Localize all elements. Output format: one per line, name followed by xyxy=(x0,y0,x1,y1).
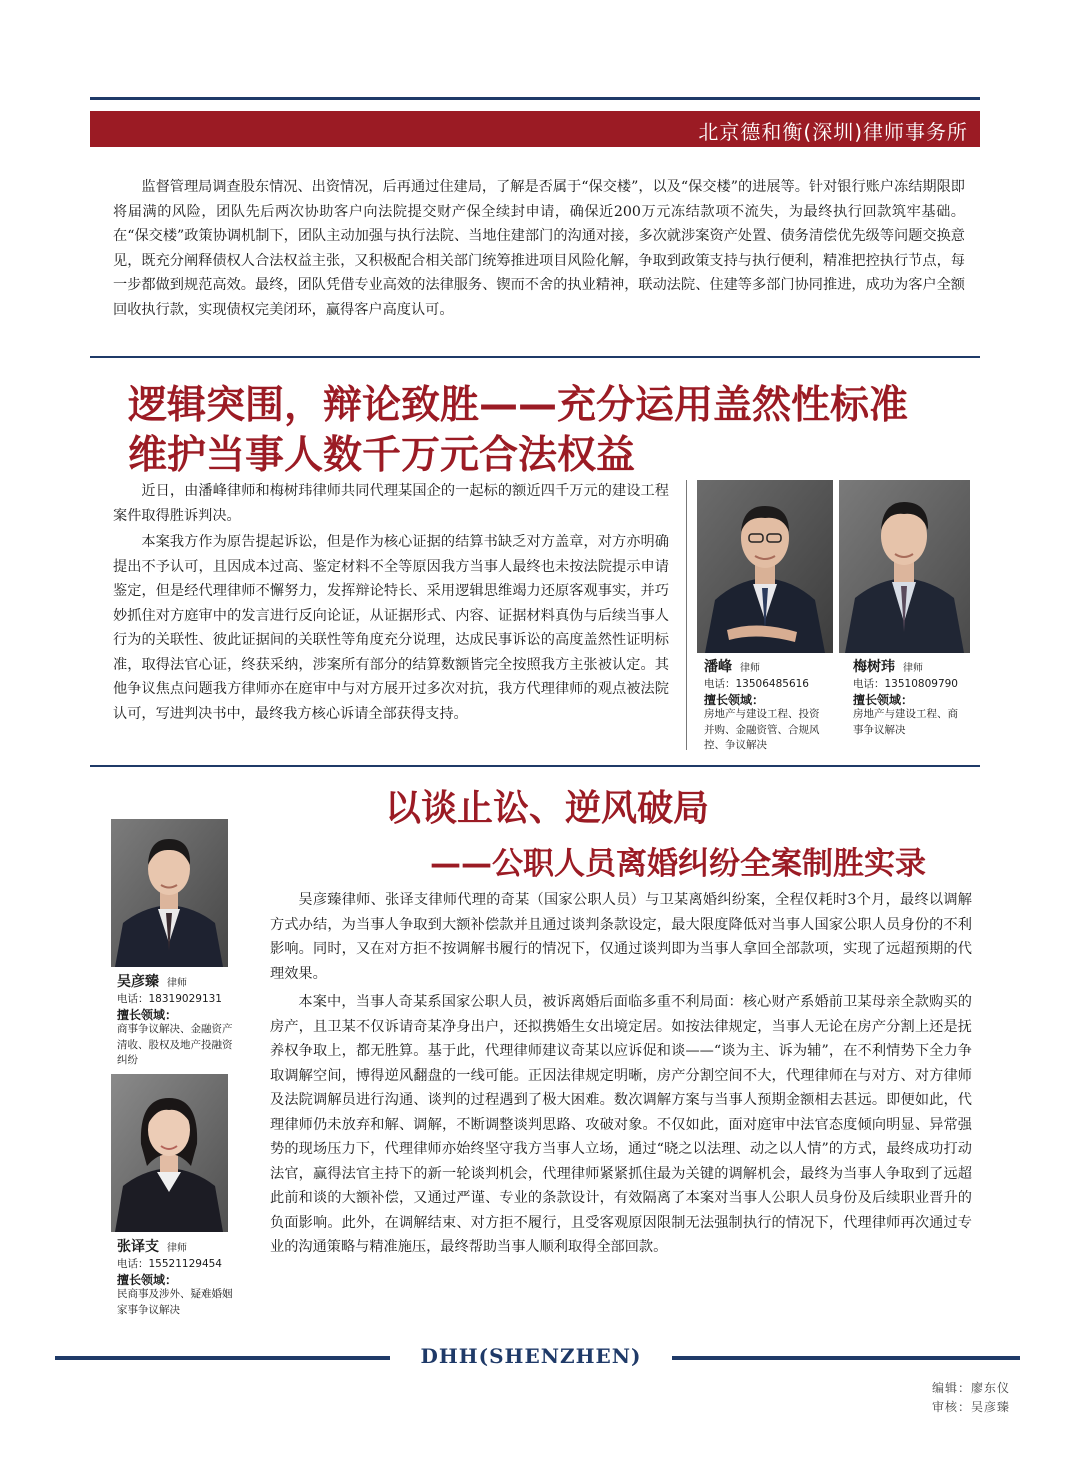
article1-paragraph-2: 本案我方作为原告提起诉讼，但是作为核心证据的结算书缺乏对方盖章，对方亦明确提出不予认可，且因成本过高、鉴定材料不全等原因我方当事人最终也未按法院提示申请鉴定，但是经代理律师不懈努力，发挥辩论特长、采用逻辑思维竭力还原客观事实，并巧妙抓住对方庭审中的发言进行反向论证，从证据形式、内容、证据材料真伪与后续当事人行为的关联性、彼此证据间的关联性等角度充分说理，达成民事诉讼的高度盖然性证明标准，取得法官心证，终获采纳，涉案所有部分的结算数额皆完全按照我方主张被认定。其他争议焦点问题我方律师亦在庭审中与对方展开过多次对抗，我方代理律师的观点被法院认可，写进判决书中，最终我方核心诉请全部获得支持。 xyxy=(113,534,669,722)
expertise-label-mei-shuwei: 擅长领域： xyxy=(853,693,914,707)
expertise-pan-feng: 房地产与建设工程、投资并购、金融资管、合规风控、争议解决 xyxy=(704,708,820,751)
article1-title-line2: 维护当事人数千万元合法权益 xyxy=(128,433,636,478)
footer-rule-right xyxy=(672,1356,1020,1360)
section-divider-2 xyxy=(90,765,980,767)
footer-brand: DHH(SHENZHEN) xyxy=(420,1344,642,1368)
expertise-wu-yanzhen: 商事争议解决、金融资产清收、股权及地产投融资纠纷 xyxy=(117,1023,233,1066)
article1-column-divider xyxy=(686,480,687,750)
lawyer-photo-mei-shuwei xyxy=(839,480,970,653)
lawyer-name-mei-shuwei: 梅树玮 律师 xyxy=(853,659,923,675)
lawyer-photo-pan-feng xyxy=(697,480,833,653)
lawyer-phone-mei-shuwei: 电话：13510809790 xyxy=(853,678,958,690)
lawyer-phone-wu-yanzhen: 电话：18319029131 xyxy=(117,993,222,1005)
article2-title-line1: 以谈止讼、逆风破局 xyxy=(385,788,710,829)
lawyer-name-pan-feng: 潘峰 律师 xyxy=(704,659,760,675)
lawyer-name-wu-yanzhen: 吴彦臻 律师 xyxy=(117,974,187,990)
header-top-rule xyxy=(90,97,980,100)
expertise-zhang-yizhi: 民商事及涉外、疑难婚姻家事争议解决 xyxy=(117,1288,233,1316)
lawyer-role: 律师 xyxy=(167,978,187,989)
footer-rule-left xyxy=(55,1356,390,1360)
article2-paragraph-1: 吴彦臻律师、张译支律师代理的奇某（国家公职人员）与卫某离婚纠纷案，全程仅耗时3个月，最终以调解方式办结，为当事人争取到大额补偿款并且通过谈判条款设定，最大限度降低对当事人国家公职人员身份的不利影响。同时，又在对方拒不按调解书履行的情况下，仅通过谈判即为当事人拿回全部款项，实现了远超预期的代理效果。 xyxy=(270,892,972,982)
expertise-label-pan-feng: 擅长领域： xyxy=(704,693,765,707)
lawyer-photo-zhang-yizhi xyxy=(111,1074,228,1232)
expertise-mei-shuwei: 房地产与建设工程、商事争议解决 xyxy=(853,708,958,736)
article2-paragraph-2: 本案中，当事人奇某系国家公职人员，被诉离婚后面临多重不利局面：核心财产系婚前卫某母亲全款购买的房产，且卫某不仅诉请奇某净身出户，还拟携婚生女出境定居。如按法律规定，当事人无论在房产分割上还是抚养权争取上，都无胜算。基于此，代理律师建议奇某以应诉促和谈——“谈为主、诉为辅”，在不利情势下全力争取调解空间，博得逆风翻盘的一线可能。正因法律规定明晰，房产分割空间不大，代理律师在与对方、对方律师及法院调解员进行沟通、谈判的过程遇到了极大困难。数次调解方案与当事人预期金额相去甚远。即便如此，代理律师仍未放弃和解、调解，不断调整谈判思路、攻破对象。不仅如此，面对庭审中法官态度倾向明显、异常强势的现场压力下，代理律师亦始终坚守我方当事人立场，通过“晓之以法理、动之以人情”的方式，最终成功打动法官，赢得法官主持下的新一轮谈判机会，代理律师紧紧抓住最为关键的调解机会，最终为当事人争取到了远超此前和谈的大额补偿，又通过严谨、专业的条款设计，有效隔离了本案对当事人公职人员身份及后续职业晋升的负面影响。此外，在调解结束、对方拒不履行，且受客观原因限制无法强制执行的情况下，代理律师再次通过专业的沟通策略与精准施压，最终帮助当事人顺利取得全部回款。 xyxy=(270,994,972,1255)
expertise-label-wu-yanzhen: 擅长领域： xyxy=(117,1008,178,1022)
firm-name: 北京德和衡(深圳)律师事务所 xyxy=(698,120,968,144)
lawyer-role: 律师 xyxy=(903,663,923,674)
header-banner xyxy=(90,111,980,147)
expertise-label-zhang-yizhi: 擅长领域： xyxy=(117,1273,178,1287)
editor-credit: 编辑：廖东仪 xyxy=(931,1381,1010,1395)
lawyer-photo-wu-yanzhen xyxy=(111,819,228,967)
article1-title-line1: 逻辑突围，辩论致胜——充分运用盖然性标准 xyxy=(128,383,909,428)
lawyer-role: 律师 xyxy=(740,663,760,674)
lawyer-name-zhang-yizhi: 张译支 律师 xyxy=(117,1239,187,1255)
lawyer-phone-zhang-yizhi: 电话：15521129454 xyxy=(117,1258,222,1270)
intro-paragraph: 监督管理局调查股东情况、出资情况，后再通过住建局，了解是否属于“保交楼”，以及“保交楼”的进展等。针对银行账户冻结期限即将届满的风险，团队先后两次协助客户向法院提交财产保全续封申请，确保近200万元冻结款项不流失，为最终执行回款筑牢基础。在“保交楼”政策协调机制下，团队主动加强与执行法院、当地住建部门的沟通对接，多次就涉案资产处置、债务清偿优先级等问题交换意见，既充分阐释债权人合法权益主张，又积极配合相关部门统筹推进项目风险化解，争取到政策支持与执行便利，精准把控执行节点，每一步都做到规范高效。最终，团队凭借专业高效的法律服务、锲而不舍的执业精神，联动法院、住建等多部门协同推进，成功为客户全额回收执行款，实现债权完美闭环，赢得客户高度认可。 xyxy=(113,179,965,318)
lawyer-role: 律师 xyxy=(167,1243,187,1254)
article1-paragraph-1: 近日，由潘峰律师和梅树玮律师共同代理某国企的一起标的额近四千万元的建设工程案件取得胜诉判决。 xyxy=(113,483,669,524)
lawyer-phone-pan-feng: 电话：13506485616 xyxy=(704,678,809,690)
reviewer-credit: 审核：吴彦臻 xyxy=(931,1400,1010,1414)
article2-title-line2: ——公职人员离婚纠纷全案制胜实录 xyxy=(430,846,926,882)
section-divider-1 xyxy=(90,356,980,358)
